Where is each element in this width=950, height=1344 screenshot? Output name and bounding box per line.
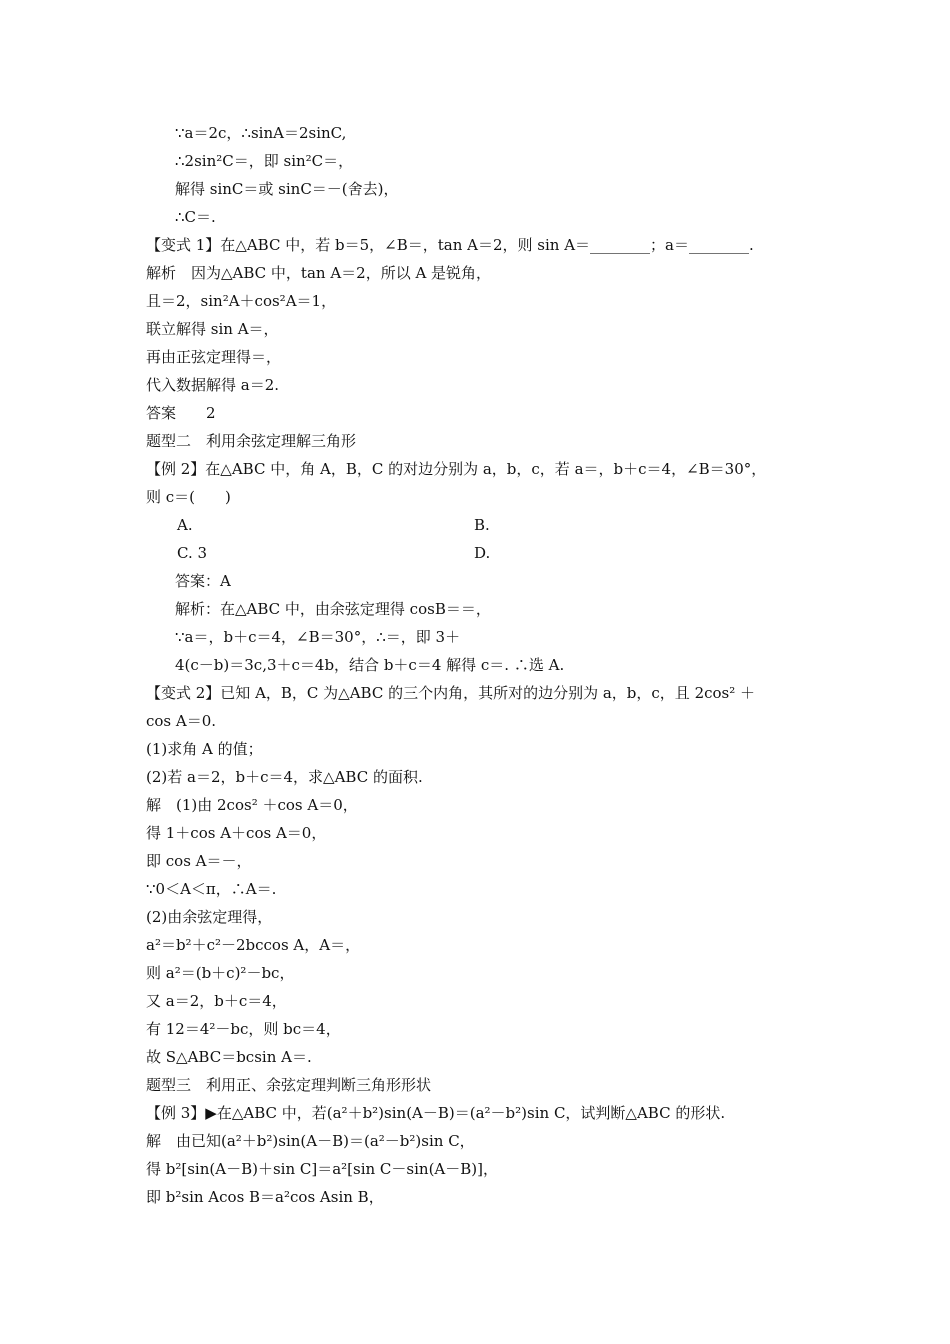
text-line: ∴C＝. xyxy=(175,208,216,226)
text-line: (2)若 a＝2，b＋c＝4，求△ABC 的面积. xyxy=(146,768,423,786)
text-line: 又 a＝2，b＋c＝4， xyxy=(146,992,287,1010)
example-heading: 【例 2】在△ABC 中，角 A，B，C 的对边分别为 a，b，c，若 a＝，b＋c＝4，∠B＝30°， xyxy=(146,460,767,478)
option-b: B. xyxy=(474,516,490,534)
answer-line: 答案 2 xyxy=(146,404,216,422)
text-line: 有 12＝4²－bc，则 bc＝4， xyxy=(146,1020,341,1038)
text-line: 得 b²[sin(A－B)＋sin C]＝a²[sin C－sin(A－B)]， xyxy=(146,1160,498,1178)
text-line: ∵a＝2c，∴sinA＝2sinC, xyxy=(175,124,347,142)
section-heading: 题型二 利用余弦定理解三角形 xyxy=(146,432,357,450)
text-line: 再由正弦定理得＝， xyxy=(146,348,282,366)
text-line: (2)由余弦定理得， xyxy=(146,908,273,926)
option-c: C. 3 xyxy=(177,544,208,562)
text-line: cos A＝0. xyxy=(146,712,217,730)
text-line: 且＝2，sin²A＋cos²A＝1， xyxy=(146,292,337,310)
text-line: 联立解得 sin A＝， xyxy=(146,320,279,338)
text-line: 得 1＋cos A＋cos A＝0， xyxy=(146,824,327,842)
text-line: 即 b²sin Acos B＝a²cos Asin B， xyxy=(146,1188,384,1206)
text-line: 4(c－b)＝3c,3＋c＝4b，结合 b＋c＝4 解得 c＝. ∴选 A. xyxy=(175,656,565,674)
text-line: (1)求角 A 的值； xyxy=(146,740,263,758)
text-line: 解析 因为△ABC 中，tan A＝2，所以 A 是锐角， xyxy=(146,264,492,282)
section-heading: 题型三 利用正、余弦定理判断三角形形状 xyxy=(146,1076,432,1094)
option-d: D. xyxy=(474,544,491,562)
text-line: ∵a＝，b＋c＝4，∠B＝30°，∴＝，即 3＋ xyxy=(175,628,461,646)
text-line: 代入数据解得 a＝2. xyxy=(146,376,280,394)
text-line: 解 (1)由 2cos² ＋cos A＝0， xyxy=(146,796,358,814)
exercise-heading: 【变式 2】已知 A，B，C 为△ABC 的三个内角，其所对的边分别为 a，b，c，且 2cos² ＋ xyxy=(146,684,756,702)
text-line: a²＝b²＋c²－2bccos A，A＝， xyxy=(146,936,361,954)
example-heading: 【例 3】▶在△ABC 中，若(a²＋b²)sin(A－B)＝(a²－b²)sin C，试判断△ABC 的形状. xyxy=(146,1104,726,1122)
text-line: 即 cos A＝－， xyxy=(146,852,252,870)
text-line: 则 a²＝(b＋c)²－bc， xyxy=(146,964,295,982)
text-line: 故 S△ABC＝bcsin A＝. xyxy=(146,1048,312,1066)
exercise-heading: 【变式 1】在△ABC 中，若 b＝5，∠B＝，tan A＝2，则 sin A＝________；a＝________. xyxy=(146,236,754,254)
text-line: ∴2sin²C＝，即 sin²C＝， xyxy=(175,152,354,170)
text-line: 解析：在△ABC 中，由余弦定理得 cosB＝＝， xyxy=(175,600,491,618)
text-line: 则 c＝( ) xyxy=(146,488,231,506)
text-line: ∵0＜A＜π，∴A＝. xyxy=(146,880,277,898)
text-line: 解 由已知(a²＋b²)sin(A－B)＝(a²－b²)sin C， xyxy=(146,1132,475,1150)
text-line: 解得 sinC＝或 sinC＝－(舍去)， xyxy=(175,180,399,198)
option-a: A. xyxy=(177,516,193,534)
answer-line: 答案：A xyxy=(175,572,231,590)
